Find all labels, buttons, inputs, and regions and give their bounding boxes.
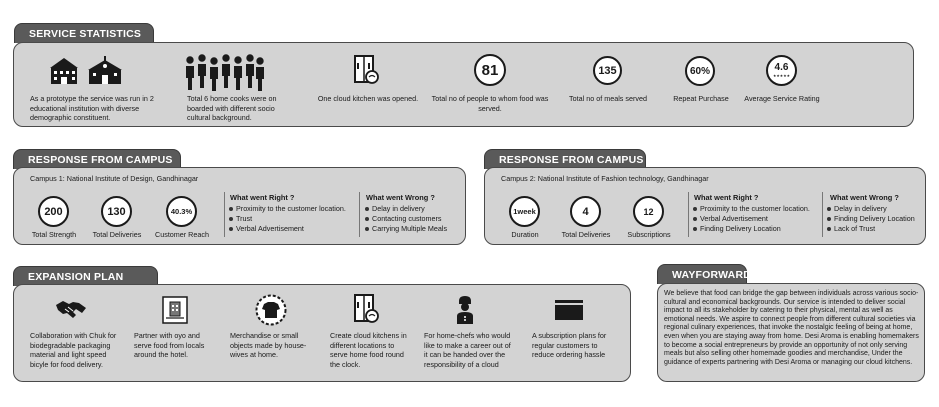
list-item: Finding Delivery Location	[826, 214, 924, 224]
campus-1-stat-label: Total Strength	[31, 230, 77, 239]
campus-2-stat-label: Duration	[511, 230, 539, 239]
list-item: Proximity to the customer location.	[228, 204, 356, 214]
list-item: Delay in delivery	[364, 204, 462, 214]
stat-text-cloud-kitchen: One cloud kitchen was opened.	[317, 94, 419, 103]
campus-1-wrong-list	[364, 204, 462, 234]
campus-2-wrong-list	[826, 204, 924, 234]
campus-2-stat-circle: 4	[570, 196, 601, 227]
list-item: Finding Delivery Location	[692, 224, 818, 234]
section-tab-campus-2: RESPONSE FROM CAMPUS	[484, 149, 646, 169]
section-tab-expansion-plan: EXPANSION PLAN	[13, 266, 158, 286]
divider	[224, 192, 225, 237]
list-item: Verbal Advertisement	[692, 214, 818, 224]
campus-2-right-list	[692, 204, 818, 234]
list-item: Contacting customers	[364, 214, 462, 224]
section-tab-wayforward: WAYFORWARD	[657, 264, 747, 284]
campus-2-subtitle: Campus 2: National Institute of Fashion technology, Gandhinagar	[501, 174, 709, 183]
cloud-kitchen-icon	[354, 294, 380, 329]
expansion-text-cloud-kitchens: Create cloud kitchens in different locations to serve home food round the clock.	[330, 331, 407, 369]
home-cooks-group-icon	[184, 54, 266, 97]
campus-2-stat-label: Subscriptions	[627, 230, 671, 239]
list-item: Delay in delivery	[826, 204, 924, 214]
list-item: Trust	[228, 214, 356, 224]
campus-2-stat-circle: 1week	[509, 196, 540, 227]
campus-1-stat-circle: 130	[101, 196, 132, 227]
stat-circle-meals-served: 135	[593, 56, 622, 85]
section-tab-campus-1: RESPONSE FROM CAMPUS	[13, 149, 181, 169]
stat-text-meals-served: Total no of meals served	[569, 94, 647, 103]
chef-icon	[455, 295, 475, 330]
campus-2-wrong-heading: What went Wrong ?	[830, 193, 899, 202]
stat-circle-repeat-purchase: 60%	[685, 56, 715, 86]
divider	[359, 192, 360, 237]
campus-1-subtitle: Campus 1: National Institute of Design, Gandhinagar	[30, 174, 199, 183]
campus-2-right-heading: What went Right ?	[694, 193, 759, 202]
list-item: Lack of Trust	[826, 224, 924, 234]
list-item: Proximity to the customer location.	[692, 204, 818, 214]
cloud-kitchen-icon	[354, 55, 380, 90]
expansion-text-merchandise: Merchandise or small objects made by house-wives at home.	[230, 331, 307, 359]
campus-1-stat-circle: 40.3%	[166, 196, 197, 227]
tshirt-icon	[255, 294, 287, 331]
stat-circle-people-served: 81	[474, 54, 506, 86]
campus-1-stat-label: Total Deliveries	[92, 230, 142, 239]
expansion-text-home-chefs: For home-chefs who would like to make a career out of it can be handed over the responsibility of a cloud	[424, 331, 511, 369]
expansion-text-collaboration: Collaboration with Chuk for biodegradable packaging material and light speed bicyle for food delivery.	[30, 331, 117, 369]
campus-2-stat-circle: 12	[633, 196, 664, 227]
divider	[822, 192, 823, 237]
campus-1-right-list	[228, 204, 356, 234]
wayforward-text: We believe that food can bridge the gap between individuals across various socio-cultural and economical backgrounds. Our service is intended to deliver social impact to all its stakeholder by catering to their physical, mental as well as emotional needs. We aspire to connect people from different cultural societies via regional culinary experiences, that invoke the nostalgic feeling of being at home, even when you are staying away from home. Desi Aroma is enabling homemakers to become a social entrepreneurs by provide an opportunity of not only serving meals but also selling other homemade goodies and merchandise, Under the guidance of experts partnering with Desi Aroma or managing our cloud kitchens.	[664, 290, 919, 366]
list-item: Verbal Advertisement	[228, 224, 356, 234]
rating-value: 4.6	[774, 62, 789, 73]
expansion-text-partner: Partner with oyo and serve food from locals around the hotel.	[134, 331, 205, 359]
stat-text-repeat-purchase: Repeat Purchase	[673, 94, 729, 103]
section-tab-service-statistics: SERVICE STATISTICS	[14, 23, 154, 43]
list-item: Carrying Multiple Meals	[364, 224, 462, 234]
stat-text-institutions: As a prototype the service was run in 2 educational institution with diverse demographic constituent.	[30, 94, 154, 122]
hotel-icon	[162, 296, 188, 329]
expansion-text-subscription: A subscription plans for regular customers to reduce ordering hassle	[532, 331, 607, 359]
school-buildings-icon	[48, 56, 124, 91]
handshake-icon	[55, 299, 87, 324]
campus-1-stat-circle: 200	[38, 196, 69, 227]
campus-2-stat-label: Total Deliveries	[561, 230, 611, 239]
stat-text-people-served: Total no of people to whom food was served.	[431, 94, 549, 113]
stat-text-home-cooks: Total 6 home cooks were on boarded with different socio cultural background.	[187, 94, 277, 122]
campus-1-wrong-heading: What went Wrong ?	[366, 193, 435, 202]
divider	[688, 192, 689, 237]
campus-1-right-heading: What went Right ?	[230, 193, 295, 202]
rating-stars-icon: ★★★★★	[772, 73, 791, 78]
campus-1-stat-label: Customer Reach	[155, 230, 209, 239]
meal-box-icon	[554, 299, 584, 326]
stat-circle-service-rating	[766, 55, 797, 86]
stat-text-service-rating: Average Service Rating	[744, 94, 820, 103]
